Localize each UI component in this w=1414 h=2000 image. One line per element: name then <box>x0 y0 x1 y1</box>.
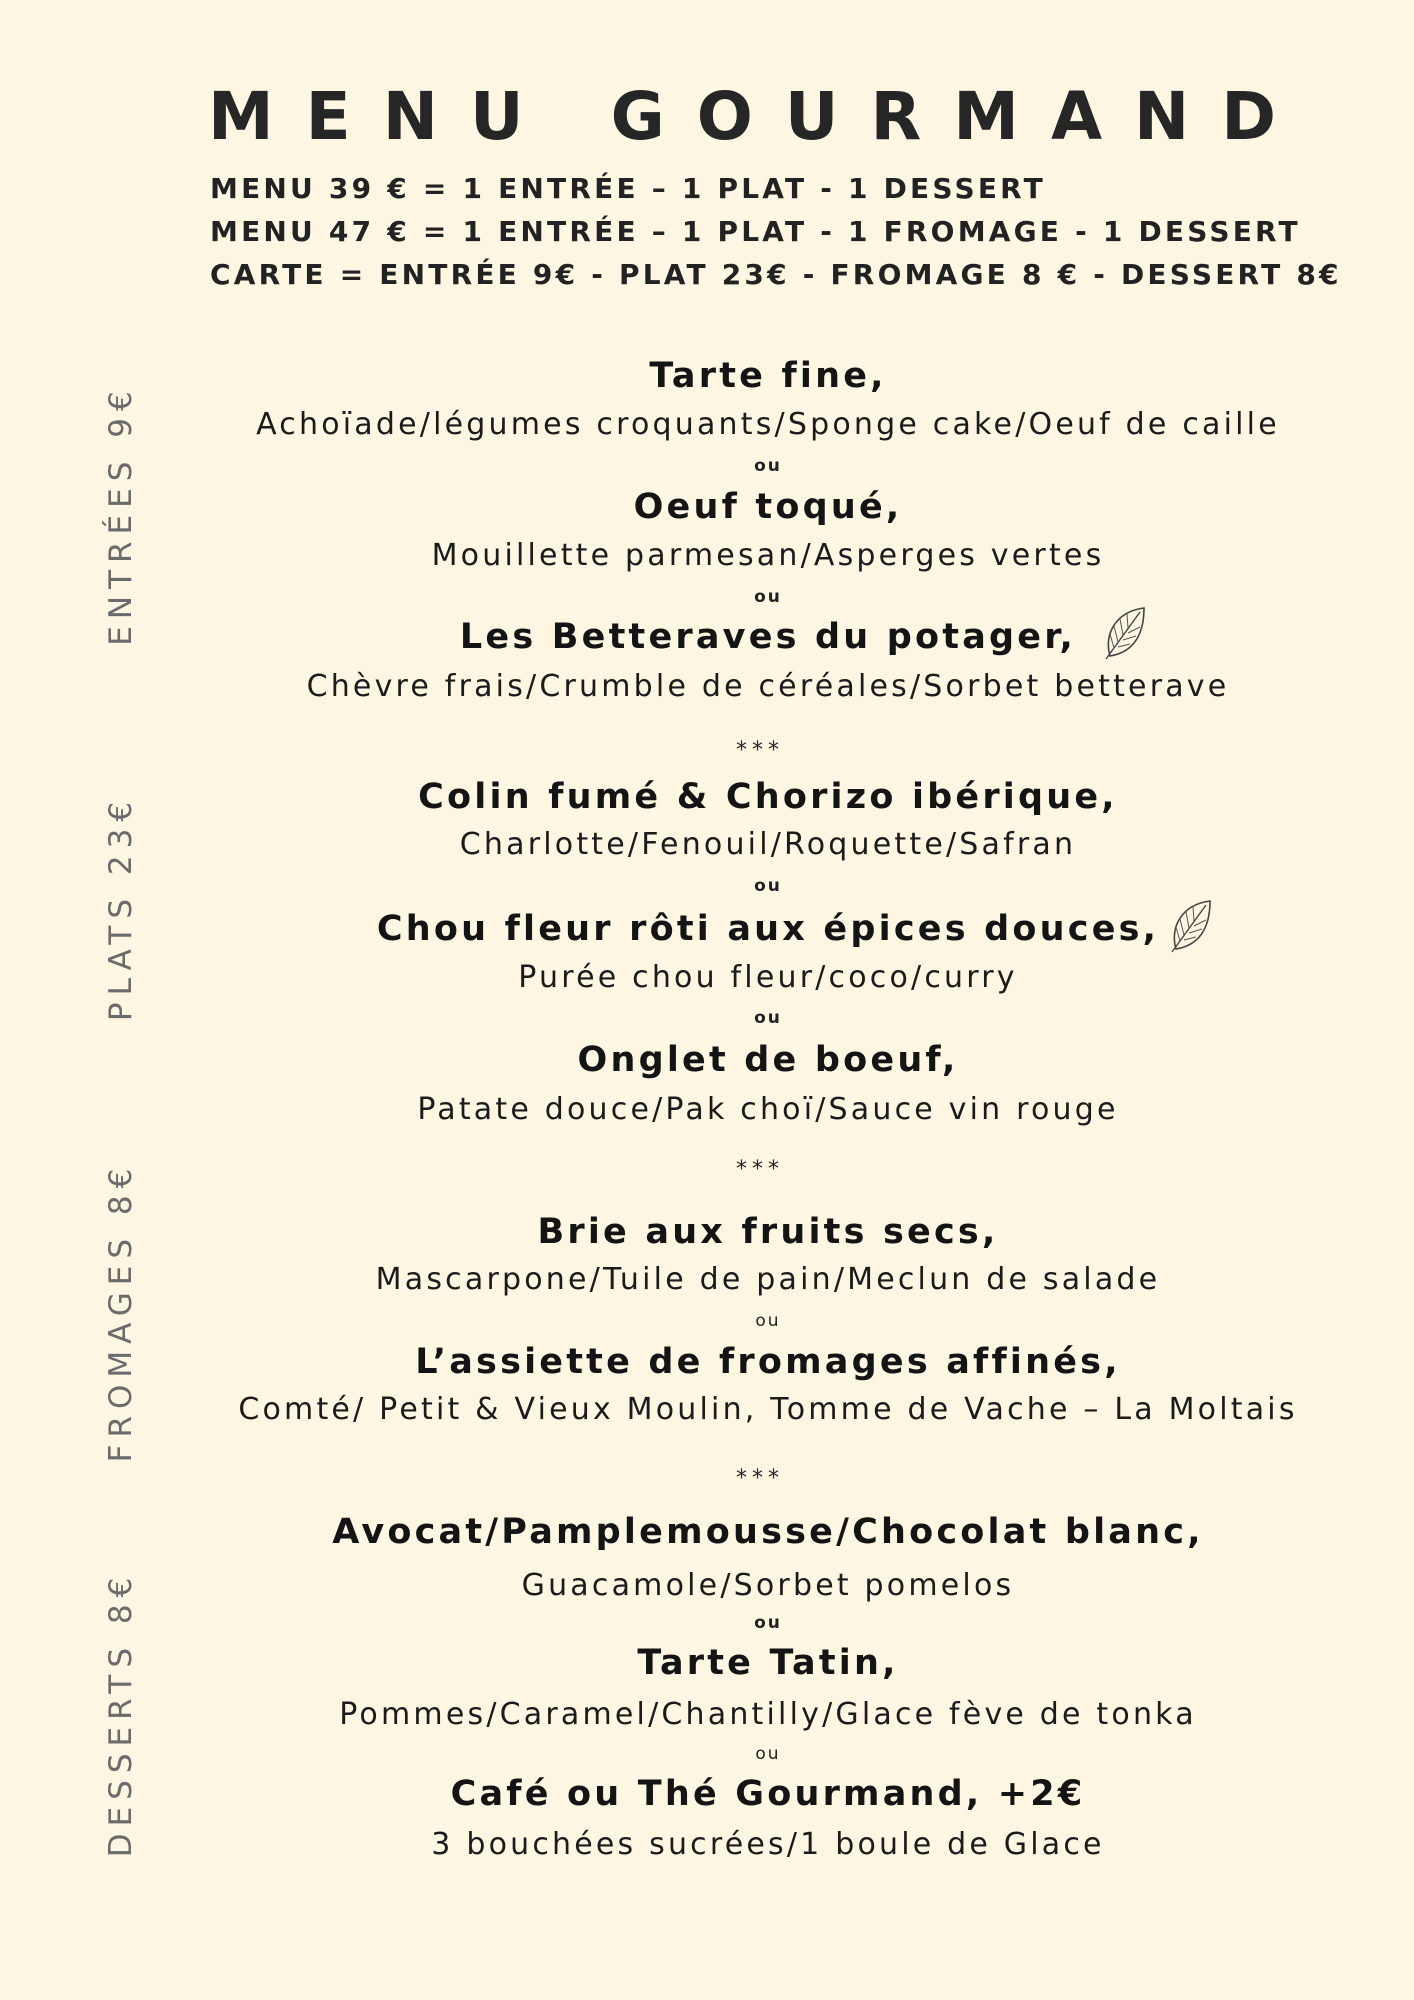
dish-description: 3 bouchées sucrées/1 boule de Glace <box>431 1827 1105 1862</box>
dish-description: Patate douce/Pak choï/Sauce vin rouge <box>417 1092 1119 1127</box>
price-line-menu-47: MENU 47 € = 1 ENTRÉE – 1 PLAT - 1 FROMAGE - 1 DESSERT <box>210 215 1301 248</box>
leaf-icon <box>1100 604 1148 660</box>
dish-name: Brie aux fruits secs, <box>537 1212 999 1252</box>
section-separator: *** <box>736 738 784 763</box>
side-label-fromages: FROMAGES 8€ <box>103 1161 139 1463</box>
dish-name: Colin fumé & Chorizo ibérique, <box>418 777 1118 817</box>
dish-description: Purée chou fleur/coco/curry <box>518 960 1018 995</box>
price-line-menu-39: MENU 39 € = 1 ENTRÉE – 1 PLAT - 1 DESSERT <box>210 172 1046 205</box>
dish-description: Mouillette parmesan/Asperges vertes <box>431 538 1105 573</box>
dish-description: Charlotte/Fenouil/Roquette/Safran <box>459 827 1077 862</box>
menu-title: MENU GOURMAND <box>208 78 1309 155</box>
or-divider: ou <box>754 587 782 607</box>
dish-name: Onglet de boeuf, <box>577 1040 959 1080</box>
price-line-carte: CARTE = ENTRÉE 9€ - PLAT 23€ - FROMAGE 8 € - DESSERT 8€ <box>210 258 1342 291</box>
dish-description: Mascarpone/Tuile de pain/Meclun de salade <box>375 1262 1161 1297</box>
section-separator: *** <box>736 1157 784 1182</box>
side-label-desserts: DESSERTS 8€ <box>103 1570 139 1858</box>
dish-name: Chou fleur rôti aux épices douces, <box>376 909 1160 949</box>
dish-description: Achoïade/légumes croquants/Sponge cake/Oeuf de caille <box>256 407 1280 442</box>
or-divider: ou <box>754 1613 782 1633</box>
or-divider: ou <box>754 876 782 896</box>
dish-description: Guacamole/Sorbet pomelos <box>521 1568 1015 1603</box>
dish-name: L’assiette de fromages affinés, <box>415 1342 1121 1382</box>
side-label-plats: PLATS 23€ <box>103 794 139 1022</box>
dish-description: Chèvre frais/Crumble de céréales/Sorbet betterave <box>306 669 1230 704</box>
section-separator: *** <box>736 1466 784 1491</box>
side-label-entrees: ENTRÉES 9€ <box>103 384 139 646</box>
or-divider: ou <box>755 1744 781 1764</box>
or-divider: ou <box>754 456 782 476</box>
dish-description: Comté/ Petit & Vieux Moulin, Tomme de Vache – La Moltais <box>238 1392 1298 1427</box>
dish-name: Les Betteraves du potager, <box>459 617 1077 657</box>
dish-name: Oeuf toqué, <box>633 487 903 527</box>
leaf-icon <box>1166 897 1214 953</box>
dish-name: Tarte Tatin, <box>637 1643 899 1683</box>
or-divider: ou <box>755 1311 781 1331</box>
dish-description: Pommes/Caramel/Chantilly/Glace fève de tonka <box>339 1697 1197 1732</box>
dish-name: Tarte fine, <box>649 356 887 396</box>
dish-name: Café ou Thé Gourmand, +2€ <box>450 1774 1086 1814</box>
dish-name: Avocat/Pamplemousse/Chocolat blanc, <box>332 1512 1204 1552</box>
or-divider: ou <box>754 1008 782 1028</box>
